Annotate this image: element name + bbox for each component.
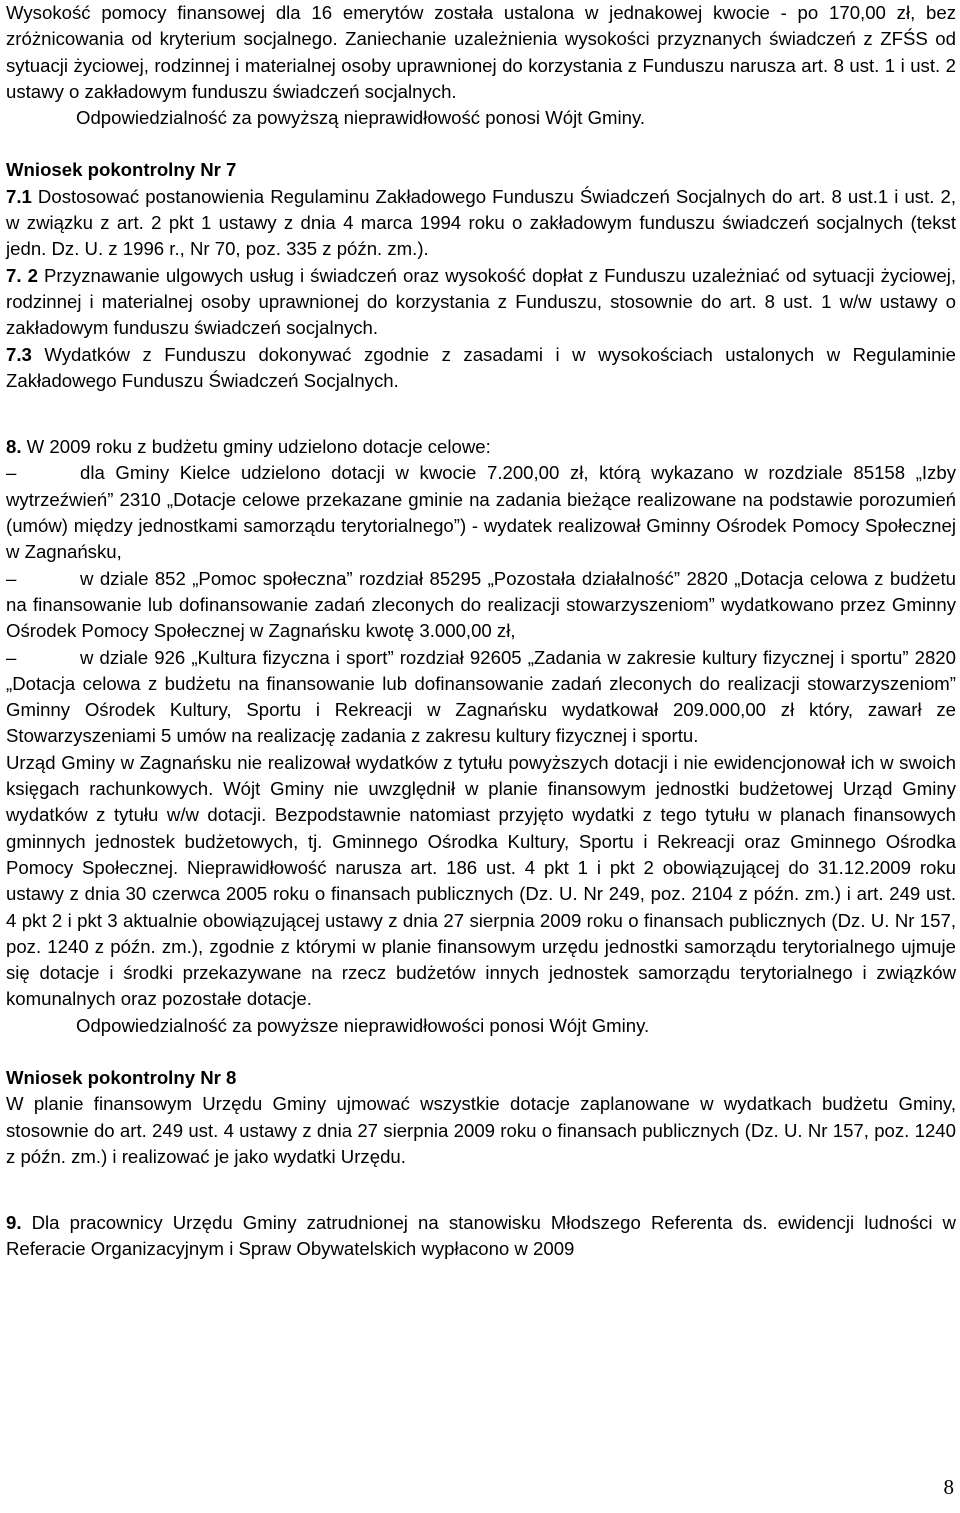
- item-number: 7. 2: [6, 264, 38, 286]
- section-text: W 2009 roku z budżetu gminy udzielono dotacje celowe:: [21, 436, 491, 458]
- grant-item-kielce: [6, 460, 956, 565]
- item-text: Dostosować postanowienia Regulaminu Zakładowego Funduszu Świadczeń Socjalnych do art. 8 ust.1 i ust. 2, w związku z art. 2 pkt 1 ustawy z dnia 4 marca 1994 roku o zakładowym funduszu świadczeń socjalnych (tekst jedn. Dz. U. z 1996 r., Nr 70, poz. 335 z późn. zm.).: [6, 185, 956, 260]
- section-number: 9.: [6, 1212, 22, 1234]
- document-page: [6, 0, 956, 1263]
- grant-item-text: w dziale 852 „Pomoc społeczna” rozdział 85295 „Pozostała działalność” 2820 „Dotacja celowa z budżetu na finansowanie lub dofinansowanie zadań zleconych do realizacji stowarzyszeniom” wydatkowano przez Gminny Ośrodek Pomocy Społecznej w Zagnańsku kwotę 3.000,00 zł,: [6, 567, 956, 642]
- item-text: Przyznawanie ulgowych usług i świadczeń oraz wysokość dopłat z Funduszu uzależniać od sytuacji życiowej, rodzinnej i materialnej osoby uprawnionej do korzystania z Funduszu, stosownie do art. 8 ust. 1 w/w ustawy o zakładowym funduszu świadczeń socjalnych.: [6, 264, 956, 339]
- item-number: 7.1: [6, 185, 32, 207]
- item-text: Wydatków z Funduszu dokonywać zgodnie z zasadami i w wysokościach ustalonych w Regulaminie Zakładowego Funduszu Świadczeń Socjalnych.: [6, 343, 956, 391]
- wniosek-7-2: [6, 263, 956, 342]
- dash-bullet: –: [6, 462, 17, 484]
- wniosek-7-heading: Wniosek pokontrolny Nr 7: [6, 159, 237, 181]
- dash-bullet: –: [6, 567, 17, 589]
- section-number: 8.: [6, 436, 22, 458]
- wniosek-8-heading: Wniosek pokontrolny Nr 8: [6, 1066, 237, 1088]
- section-9-intro: [6, 1210, 956, 1263]
- responsibility-statement-2: Odpowiedzialność za powyższe nieprawidłowości ponosi Wójt Gminy.: [76, 1014, 650, 1036]
- paragraph-pension-aid: Wysokość pomocy finansowej dla 16 emerytów została ustalona w jednakowej kwocie - po 170,00 zł, bez zróżnicowania od kryterium socjalnego. Zaniechanie uzależnienia wysokości przyznanych świadczeń z ZFŚS od sytuacji życiowej, rodzinnej i materialnej osoby uprawnionej do korzystania z Funduszu narusza art. 8 ust. 1 i ust. 2 ustawy o zakładowym funduszu świadczeń socjalnych.: [6, 2, 956, 102]
- grant-item-text: dla Gminy Kielce udzielono dotacji w kwocie 7.200,00 zł, którą wykazano w rozdziale 85158 „Izby wytrzeźwień” 2310 „Dotacje celowe przekazane gminie na zadania bieżące realizowane na podstawie porozumień (umów) między jednostkami samorządu terytorialnego”) - wydatek realizował Gminny Ośrodek Pomocy Społecznej w Zagnańsku,: [6, 462, 956, 563]
- grant-item-926: [6, 645, 956, 750]
- grant-item-text: w dziale 926 „Kultura fizyczna i sport” rozdział 92605 „Zadania w zakresie kultury fizycznej i sportu” 2820 „Dotacja celowa z budżetu na finansowanie lub dofinansowanie zadań zleconych do realizacji stowarzyszeniom” Gminny Ośrodek Kultury, Sportu i Rekreacji w Zagnańsku wydatkował 209.000,00 zł który, zawarł ze Stowarzyszeniami 5 umów na realizację zadania z zakresu kultury fizycznej i sportu.: [6, 646, 956, 747]
- wniosek-7-3: [6, 342, 956, 395]
- responsibility-statement-1: Odpowiedzialność za powyższą nieprawidłowość ponosi Wójt Gminy.: [76, 107, 646, 129]
- wniosek-7-1: [6, 184, 956, 263]
- spacer: [6, 394, 956, 434]
- spacer: [6, 1170, 956, 1210]
- wniosek-8-text: W planie finansowym Urzędu Gminy ujmować wszystkie dotacje zaplanowane w wydatkach budżetu Gminy, stosownie do art. 249 ust. 4 ustawy z dnia 27 sierpnia 2009 roku o finansach publicznych (Dz. U. Nr 157, poz. 1240 z późn. zm.) i realizować je jako wydatki Urzędu.: [6, 1093, 956, 1167]
- spacer: [6, 1039, 956, 1065]
- page-number: 8: [943, 1475, 954, 1499]
- paragraph-budget-findings: Urząd Gminy w Zagnańsku nie realizował wydatków z tytułu powyższych dotacji i nie ewidencjonował ich w swoich księgach rachunkowych. Wójt Gminy nie uwzględnił w planie finansowym jednostki budżetowej Urząd Gminy wydatków z tytułu w/w dotacji. Bezpodstawnie natomiast przyjęto wydatki z tego tytułu w planach finansowych gminnych jednostek budżetowych, tj. Gminnego Ośrodka Kultury, Sportu i Rekreacji oraz Gminnego Ośrodka Pomocy Społecznej. Nieprawidłowość narusza art. 186 ust. 4 pkt 1 i pkt 2 obowiązującej do 31.12.2009 roku ustawy z dnia 30 czerwca 2005 roku o finansach publicznych (Dz. U. Nr 249, poz. 2104 z późn. zm.) i art. 249 ust. 4 pkt 2 i pkt 3 aktualnie obowiązującej ustawy z dnia 27 sierpnia 2009 roku o finansach publicznych (Dz. U. Nr 157, poz. 1240 z późn. zm.), zgodnie z którymi w planie finansowym urzędu jednostki samorządu terytorialnego ujmuje się dotacje i środki przekazywane na rzecz budżetów innych jednostek samorządu terytorialnego i związków komunalnych oraz pozostałe dotacje.: [6, 751, 956, 1010]
- grant-item-852: [6, 566, 956, 645]
- dash-bullet: –: [6, 646, 17, 668]
- item-number: 7.3: [6, 343, 32, 365]
- spacer: [6, 131, 956, 157]
- section-8-intro: [6, 434, 956, 460]
- section-text: Dla pracownicy Urzędu Gminy zatrudnionej na stanowisku Młodszego Referenta ds. ewidencji ludności w Referacie Organizacyjnym i Spraw Obywatelskich wypłacono w 2009: [6, 1212, 956, 1260]
